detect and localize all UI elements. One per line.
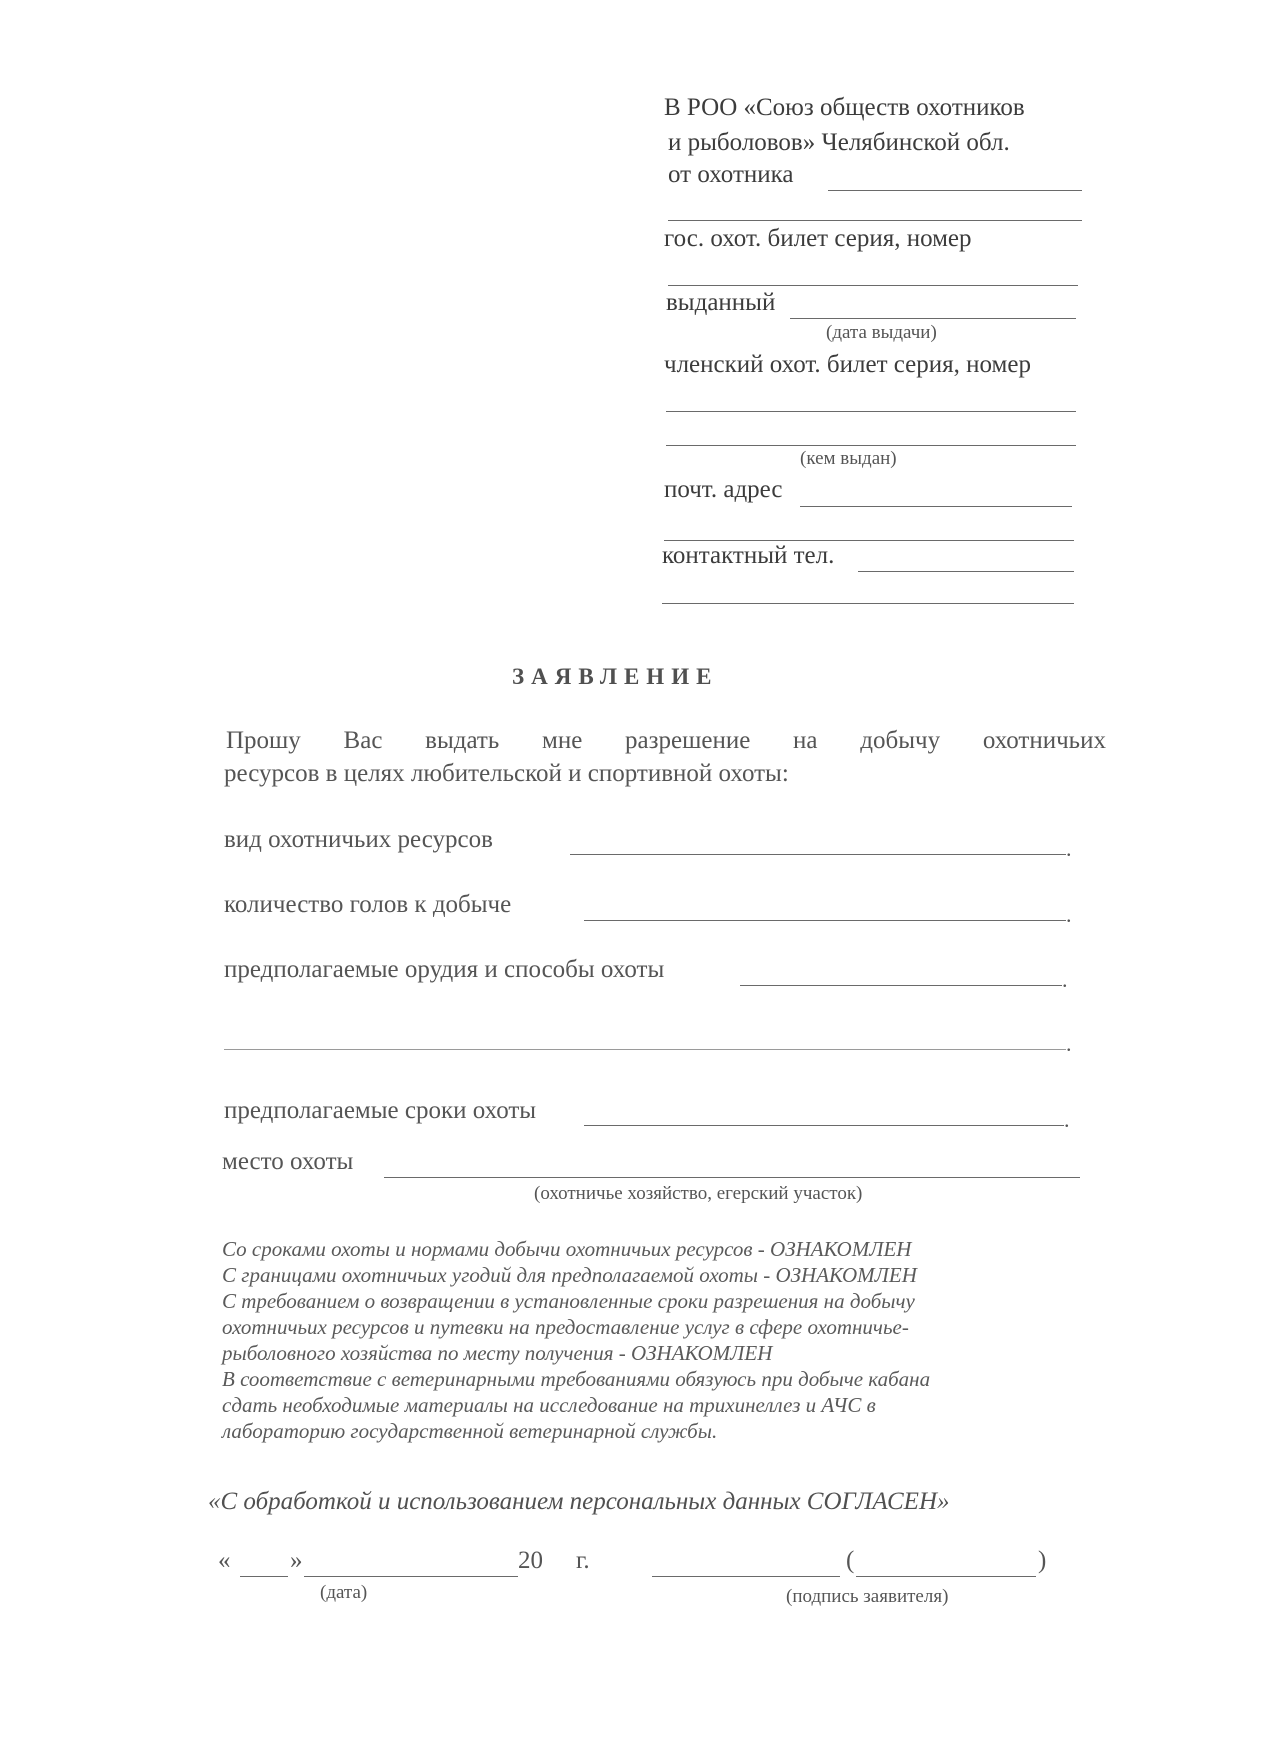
period-mark: .	[1066, 902, 1072, 927]
date-month-line	[304, 1576, 518, 1577]
quantity-label: количество голов к добыче	[224, 891, 512, 918]
terms-label: предполагаемые сроки охоты	[224, 1097, 537, 1124]
year-prefix: 20	[518, 1547, 543, 1574]
period-mark: .	[1064, 1107, 1070, 1132]
ack-line-8: лабораторию государственной ветеринарной службы.	[222, 1419, 718, 1443]
from-hunter-label: от охотника	[668, 161, 794, 188]
issued-label: выданный	[666, 289, 776, 316]
signature-name-line	[856, 1576, 1036, 1577]
addressee-line-2: и рыболовов» Челябинской обл.	[668, 129, 1010, 156]
year-suffix: г.	[576, 1547, 590, 1574]
signature-open-paren: (	[846, 1547, 855, 1574]
contact-phone-line	[858, 571, 1074, 572]
addressee-line-1: В РОО «Союз обществ охотников	[664, 94, 1025, 121]
issued-by-hint: (кем выдан)	[800, 448, 897, 469]
place-hint: (охотничье хозяйство, егерский участок)	[534, 1183, 863, 1204]
place-line	[384, 1177, 1080, 1178]
date-hint: (дата)	[320, 1582, 368, 1603]
request-word: Вас	[343, 727, 383, 754]
issue-date-hint: (дата выдачи)	[826, 322, 937, 343]
period-mark: .	[1062, 967, 1068, 992]
date-day-line	[240, 1576, 288, 1577]
postal-address-line	[800, 506, 1072, 507]
hunter-name-line	[828, 190, 1082, 191]
tools-line	[740, 985, 1062, 986]
document-title: ЗАЯВЛЕНИЕ	[512, 664, 719, 689]
contact-phone-line-2	[662, 603, 1074, 604]
request-word: разрешение	[625, 727, 751, 754]
place-label: место охоты	[222, 1148, 354, 1175]
request-word: Прошу	[226, 727, 301, 754]
quantity-line	[584, 920, 1066, 921]
member-ticket-line-2	[666, 445, 1076, 446]
issued-date-line	[790, 318, 1076, 319]
request-word: охотничьих	[982, 727, 1106, 754]
request-line-2: ресурсов в целях любительской и спортивной охоты:	[224, 760, 789, 787]
ack-line-4: охотничьих ресурсов и путевки на предоставление услуг в сфере охотничье-	[222, 1315, 909, 1339]
resource-type-label: вид охотничьих ресурсов	[224, 826, 493, 853]
signature-line	[652, 1576, 840, 1577]
member-ticket-line-1	[666, 411, 1076, 412]
period-mark: .	[1066, 836, 1072, 861]
ack-line-2: С границами охотничьих угодий для предполагаемой охоты - ОЗНАКОМЛЕН	[222, 1263, 917, 1287]
period-mark: .	[1066, 1031, 1072, 1056]
request-word: на	[793, 727, 818, 754]
ack-line-7: сдать необходимые материалы на исследование на трихинеллез и АЧС в	[222, 1393, 876, 1417]
ack-line-5: рыболовного хозяйства по месту получения - ОЗНАКОМЛЕН	[222, 1341, 773, 1365]
request-word: добычу	[860, 727, 941, 754]
postal-address-label: почт. адрес	[664, 476, 783, 503]
ack-line-3: С требованием о возвращении в установленные сроки разрешения на добычу	[222, 1289, 915, 1313]
tools-line-2	[224, 1049, 1066, 1050]
resource-type-line	[570, 854, 1066, 855]
ack-line-1: Со сроками охоты и нормами добычи охотничьих ресурсов - ОЗНАКОМЛЕН	[222, 1237, 912, 1261]
signature-close-paren: )	[1038, 1547, 1047, 1574]
date-close-quote: »	[290, 1547, 303, 1574]
state-ticket-line	[668, 285, 1078, 286]
hunter-name-line-2	[668, 220, 1082, 221]
request-word: мне	[542, 727, 583, 754]
date-open-quote: «	[218, 1547, 231, 1574]
terms-line	[584, 1125, 1064, 1126]
state-ticket-label: гос. охот. билет серия, номер	[664, 225, 972, 252]
contact-phone-label: контактный тел.	[662, 542, 835, 569]
signature-hint: (подпись заявителя)	[786, 1586, 949, 1607]
postal-address-line-2	[664, 540, 1074, 541]
request-line-1	[226, 727, 1106, 755]
member-ticket-label: членский охот. билет серия, номер	[664, 351, 1031, 378]
ack-line-6: В соответствие с ветеринарными требованиями обязуюсь при добыче кабана	[222, 1367, 931, 1391]
personal-data-consent: «С обработкой и использованием персональных данных СОГЛАСЕН»	[208, 1488, 950, 1515]
tools-label: предполагаемые орудия и способы охоты	[224, 956, 665, 983]
request-word: выдать	[425, 727, 500, 754]
